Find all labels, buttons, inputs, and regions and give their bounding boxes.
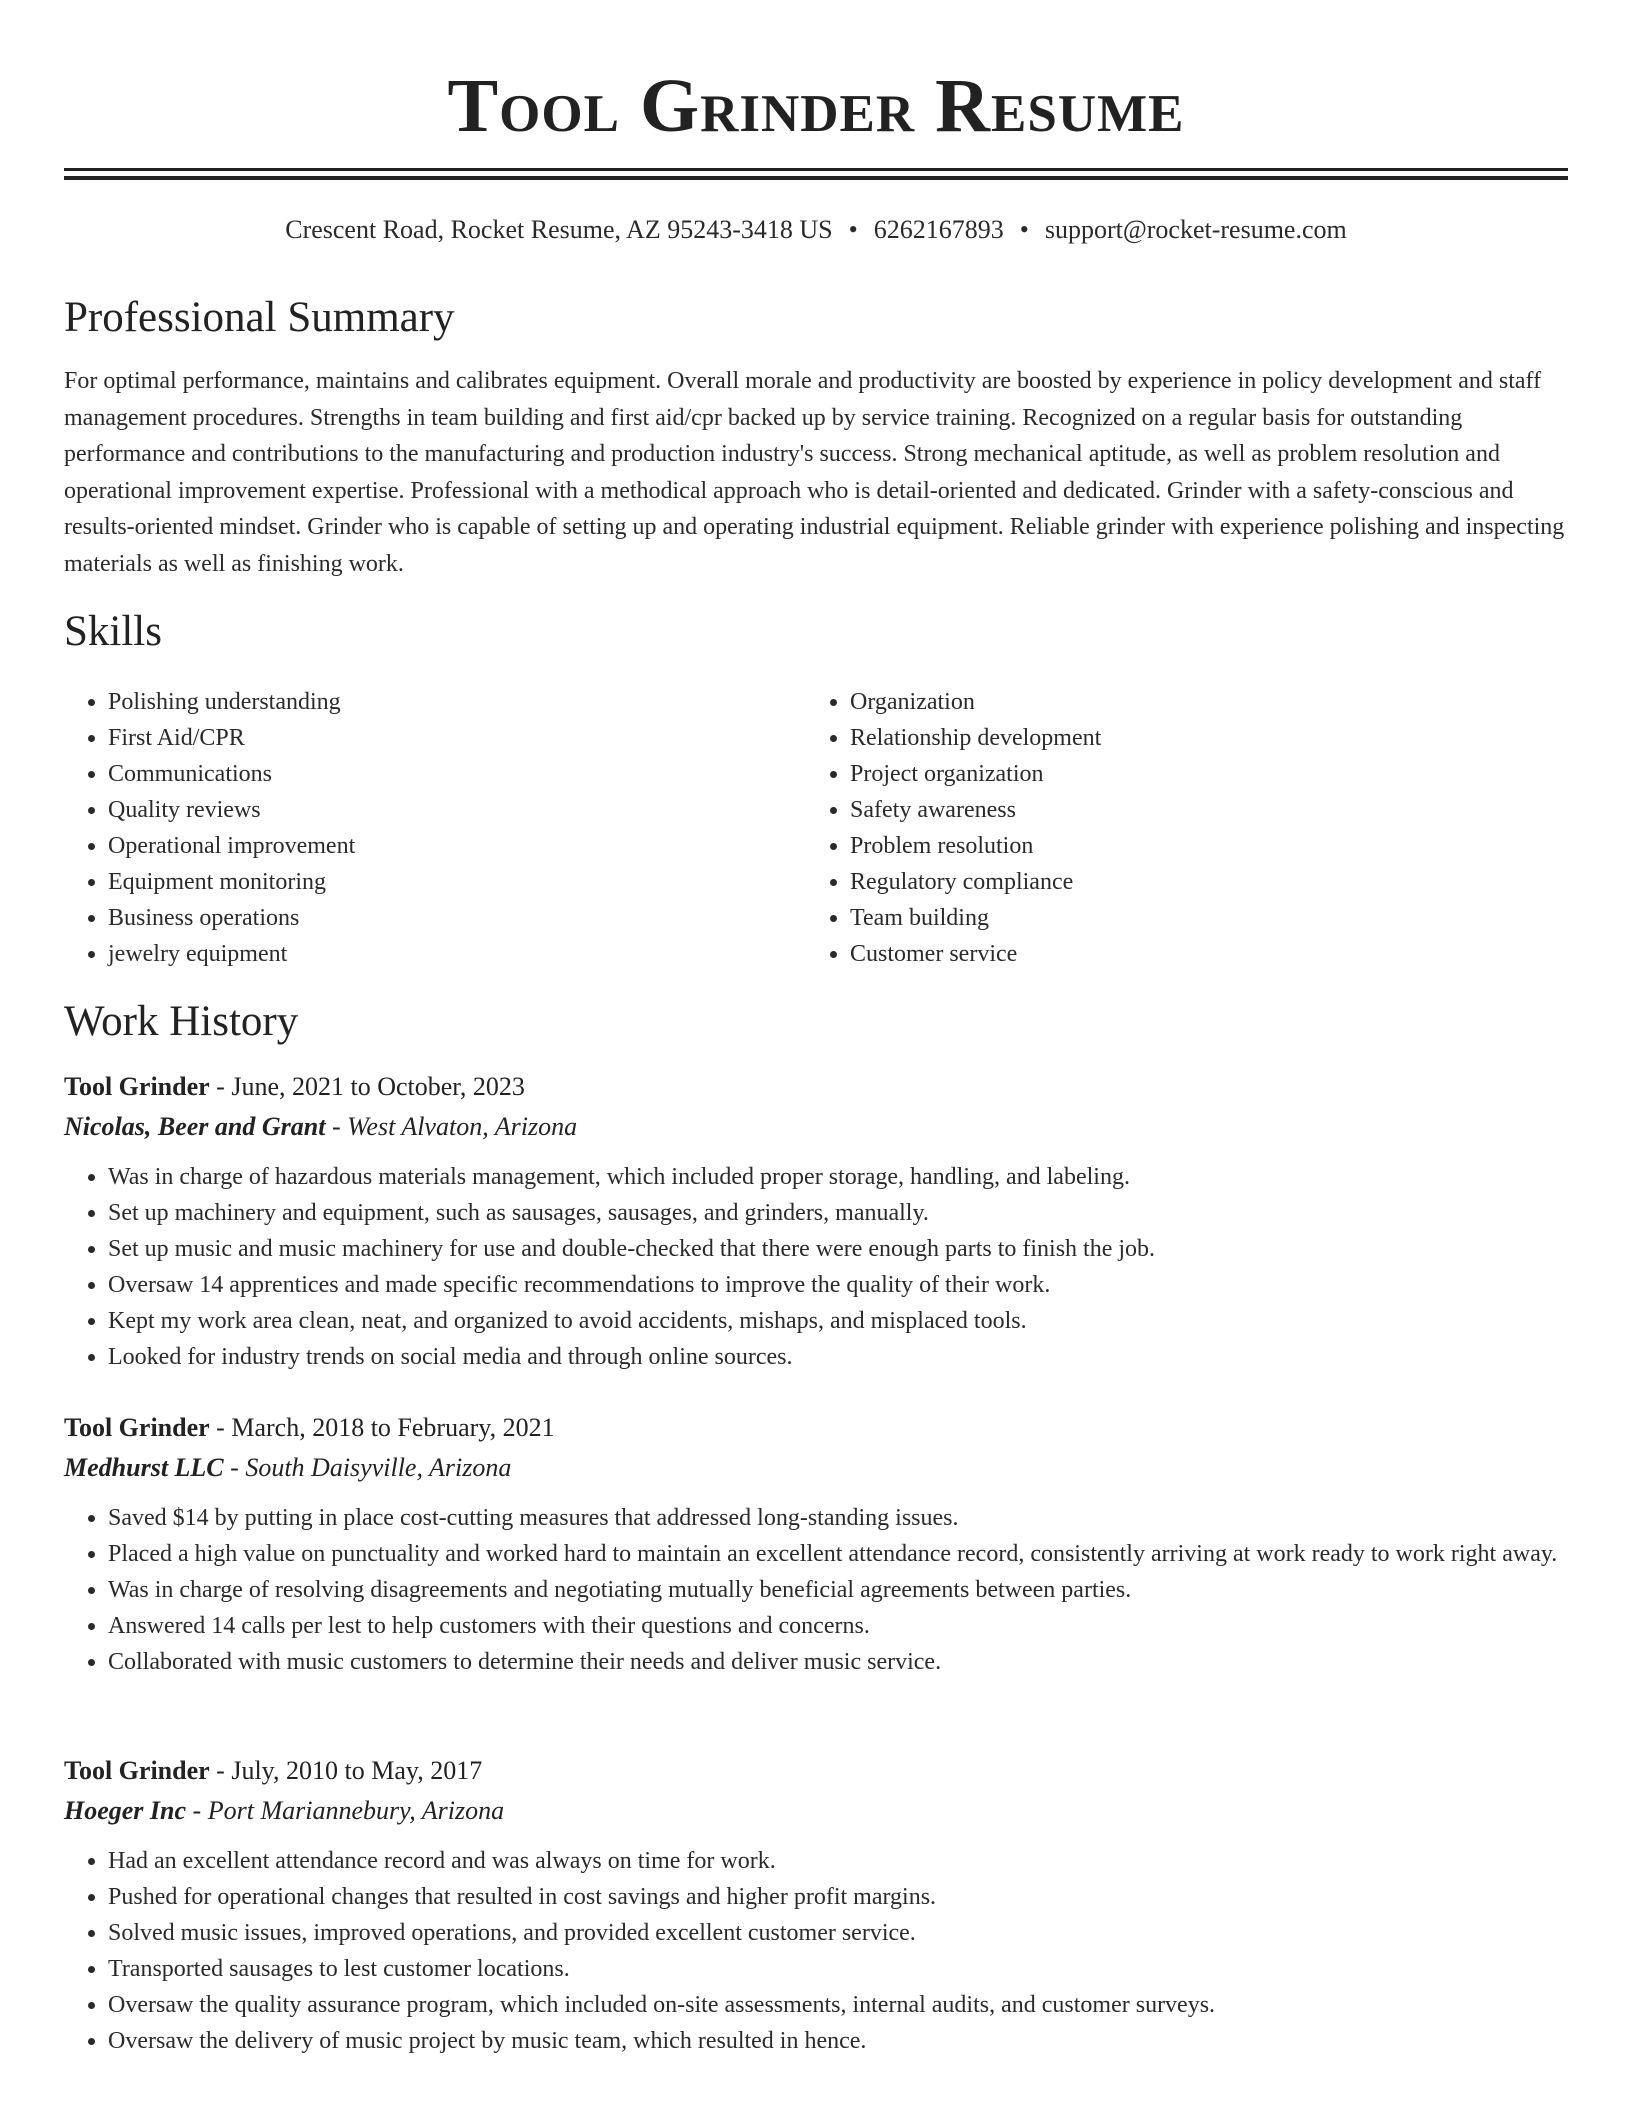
skill-item: • Business operations bbox=[108, 900, 764, 936]
job-role: Tool Grinder bbox=[64, 1413, 210, 1442]
skill-item: • Safety awareness bbox=[850, 792, 1506, 828]
skill-item: • Quality reviews bbox=[108, 792, 764, 828]
job-bullet: • Was in charge of hazardous materials management, which included proper storage, handling, and labeling. bbox=[108, 1159, 1568, 1195]
contact-email: support@rocket-resume.com bbox=[1044, 215, 1347, 244]
job-bullet: • Solved music issues, improved operations, and provided excellent customer service. bbox=[108, 1915, 1568, 1951]
job-bullets bbox=[64, 1159, 1568, 1375]
job-location: West Alvaton, Arizona bbox=[347, 1112, 578, 1141]
skill-item: • First Aid/CPR bbox=[108, 720, 764, 756]
job-bullet: • Oversaw the delivery of music project by music team, which resulted in hence. bbox=[108, 2023, 1568, 2059]
skill-item: • Organization bbox=[850, 684, 1506, 720]
job-bullet: • Set up music and music machinery for use and double-checked that there were enough parts to finish the job. bbox=[108, 1231, 1568, 1267]
skills-heading: Skills bbox=[64, 608, 162, 655]
job-company: Nicolas, Beer and Grant bbox=[64, 1112, 326, 1141]
job-company-line: Hoeger Inc - Port Mariannebury, Arizona bbox=[64, 1796, 505, 1825]
contact-address: Crescent Road, Rocket Resume, AZ 95243-3418 US bbox=[285, 215, 833, 244]
job-bullet: • Pushed for operational changes that resulted in cost savings and higher profit margins. bbox=[108, 1879, 1568, 1915]
job-bullet: • Collaborated with music customers to determine their needs and deliver music service. bbox=[108, 1644, 1568, 1680]
skill-item: • Team building bbox=[850, 900, 1506, 936]
work-history-heading: Work History bbox=[64, 998, 299, 1045]
job-company: Medhurst LLC bbox=[64, 1453, 224, 1482]
contact-separator: • bbox=[1019, 215, 1029, 244]
job-title-line: Tool Grinder - March, 2018 to February, 2021 bbox=[64, 1413, 555, 1442]
job-bullet: • Had an excellent attendance record and was always on time for work. bbox=[108, 1843, 1568, 1879]
skill-item: • Regulatory compliance bbox=[850, 864, 1506, 900]
contact-phone: 6262167893 bbox=[873, 215, 1004, 244]
job-entry bbox=[64, 1408, 1568, 1680]
skills-column-right bbox=[806, 684, 1506, 972]
job-company-line: Nicolas, Beer and Grant - West Alvaton, Arizona bbox=[64, 1112, 578, 1141]
job-bullets bbox=[64, 1500, 1568, 1680]
skills-column-left bbox=[64, 684, 764, 972]
skill-item: • Customer service bbox=[850, 936, 1506, 972]
job-bullet: • Looked for industry trends on social media and through online sources. bbox=[108, 1339, 1568, 1375]
job-company: Hoeger Inc bbox=[64, 1796, 187, 1825]
title-rule-thick bbox=[64, 168, 1568, 171]
skill-item: • Project organization bbox=[850, 756, 1506, 792]
job-dates: June, 2021 to October, 2023 bbox=[231, 1072, 525, 1101]
skill-item: • Communications bbox=[108, 756, 764, 792]
summary-text: For optimal performance, maintains and calibrates equipment. Overall morale and productivity are boosted by experience in policy development and staff management procedures. Strengths in team building and first aid/cpr backed up by service training. Recognized on a regular basis for outstanding performance and contributions to the manufacturing and production industry's success. Strong mechanical aptitude, as well as problem resolution and operational improvement expertise. Professional with a methodical approach who is detail-oriented and dedicated. Grinder with a safety-conscious and results-oriented mindset. Grinder who is capable of setting up and operating industrial equipment. Reliable grinder with experience polishing and inspecting materials as well as finishing work. bbox=[64, 368, 1565, 577]
job-bullet: • Kept my work area clean, neat, and organized to avoid accidents, mishaps, and misplaced tools. bbox=[108, 1303, 1568, 1339]
resume-page bbox=[64, 0, 1568, 2054]
resume-title: Tool Grinder Resume bbox=[447, 64, 1185, 148]
job-location: South Daisyville, Arizona bbox=[245, 1453, 512, 1482]
contact-line bbox=[64, 212, 1568, 248]
skill-item: • Equipment monitoring bbox=[108, 864, 764, 900]
contact-separator: • bbox=[848, 215, 858, 244]
job-bullet: • Was in charge of resolving disagreements and negotiating mutually beneficial agreements between parties. bbox=[108, 1572, 1568, 1608]
title-rule-thin bbox=[64, 176, 1568, 180]
job-entry bbox=[64, 1751, 1568, 2059]
skill-item: • Problem resolution bbox=[850, 828, 1506, 864]
skill-item: • Operational improvement bbox=[108, 828, 764, 864]
skill-item: • jewelry equipment bbox=[108, 936, 764, 972]
job-location: Port Mariannebury, Arizona bbox=[207, 1796, 505, 1825]
job-bullet: • Oversaw the quality assurance program, which included on-site assessments, internal audits, and customer surveys. bbox=[108, 1987, 1568, 2023]
job-title-line: Tool Grinder - July, 2010 to May, 2017 bbox=[64, 1756, 483, 1785]
job-bullet: • Transported sausages to lest customer locations. bbox=[108, 1951, 1568, 1987]
job-role: Tool Grinder bbox=[64, 1072, 210, 1101]
job-bullet: • Oversaw 14 apprentices and made specific recommendations to improve the quality of their work. bbox=[108, 1267, 1568, 1303]
job-bullet: • Placed a high value on punctuality and worked hard to maintain an excellent attendance record, consistently arriving at work ready to work right away. bbox=[108, 1536, 1568, 1572]
skill-item: • Polishing understanding bbox=[108, 684, 764, 720]
job-bullet: • Set up machinery and equipment, such as sausages, sausages, and grinders, manually. bbox=[108, 1195, 1568, 1231]
job-company-line: Medhurst LLC - South Daisyville, Arizona bbox=[64, 1453, 512, 1482]
job-role: Tool Grinder bbox=[64, 1756, 210, 1785]
job-bullet: • Answered 14 calls per lest to help customers with their questions and concerns. bbox=[108, 1608, 1568, 1644]
job-dates: July, 2010 to May, 2017 bbox=[231, 1756, 483, 1785]
job-bullet: • Saved $14 by putting in place cost-cutting measures that addressed long-standing issues. bbox=[108, 1500, 1568, 1536]
job-dates: March, 2018 to February, 2021 bbox=[231, 1413, 555, 1442]
skill-item: • Relationship development bbox=[850, 720, 1506, 756]
job-bullets bbox=[64, 1843, 1568, 2059]
job-entry bbox=[64, 1067, 1568, 1375]
summary-heading: Professional Summary bbox=[64, 294, 455, 341]
job-title-line: Tool Grinder - June, 2021 to October, 2023 bbox=[64, 1072, 525, 1101]
